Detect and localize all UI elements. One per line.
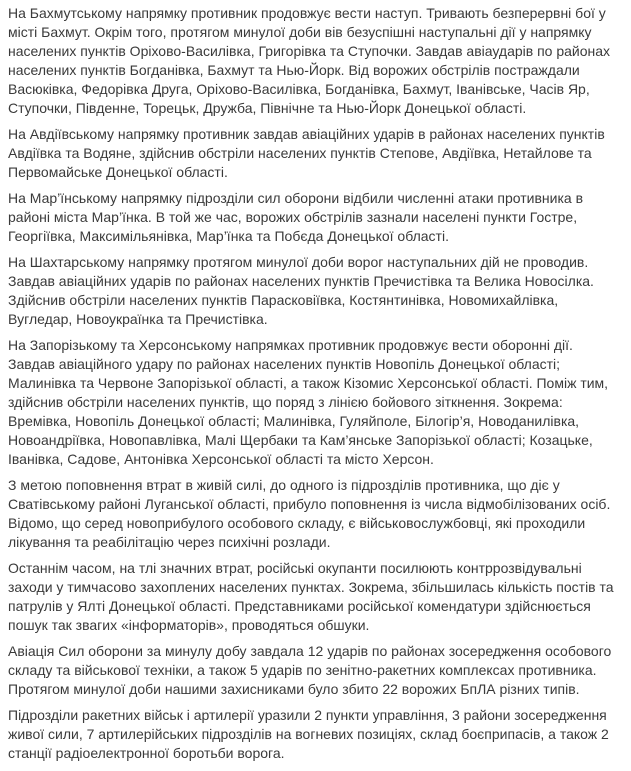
report-paragraph-avdiivka-direction: На Авдіївському напрямку противник завдав авіаційних ударів в районах населених пунктів Авдіївка та Водяне, здійснив обстріли населених пунктів Степове, Авдіївка, Нетайлове та Первомайське Донецької області.	[8, 126, 605, 180]
report-paragraph-counterintelligence: Останнім часом, на тлі значних втрат, російські окупанти посилюють контррозвідувальні заходи у тимчасово захоплених населених пунктах. Зокрема, збільшилась кількість постів та патрулів у Ялті Донецької області. Представниками російської комендатури здійснюється пошук так звагих «інформаторів», проводяться обшуки.	[8, 560, 614, 633]
report-paragraph-aviation-strikes: Авіація Сил оборони за минулу добу завдала 12 ударів по районах зосередження особового складу та військової техніки, а також 5 ударів по зенітно-ракетних комплексах противника. Протягом минулої доби нашими захисниками було збито 22 ворожих БпЛА різних типів.	[8, 643, 612, 697]
report-paragraph-zaporizhzhia-kherson: На Запорізькому та Херсонському напрямках противник продовжує вести оборонні дії. Завдав авіаційного удару по районах населених пунктів Новопіль Донецької області; Малинівка та Червоне Запорізької області, а також Кізомис Херсонської області. Поміж тим, здійснив обстріли населених пунктів, що поряд з лінією бойового зіткнення. Зокрема: Времівка, Новопіль Донецької області; Малинівка, Гуляйполе, Білогір’я, Новоданилівка, Новоандріївка, Новопавлівка, Малі Щербаки та Кам’янське Запорізької області; Козацьке, Іванівка, Садове, Антонівка Херсонської області та місто Херсон.	[8, 337, 609, 467]
report-paragraph-bakhmut-direction: На Бахмутському напрямку противник продовжує вести наступ. Тривають безперервні бої у місті Бахмут. Окрім того, протягом минулої доби вів безуспішні наступальні дії у напрямку населених пунктів Оріхово-Василівка, Григорівка та Ступочки. Завдав авіаударів по районах населених пунктів Богданівка, Бахмут та Нью-Йорк. Від ворожих обстрілів постраждали Васюківка, Федорівка Друга, Оріхово-Василівка, Богданівка, Бахмут, Іванівське, Часів Яр, Ступочки, Південне, Торецьк, Дружба, Північне та Нью-Йорк Донецької області.	[8, 5, 611, 116]
report-paragraph-enemy-reinforcements: З метою поповнення втрат в живій силі, до одного із підрозділів противника, що діє у Сватівському районі Луганської області, прибуло поповнення із числа відмобілізованих осіб. Відомо, що серед новоприбулого особового складу, є військовослужбовці, які проходили лікування та реабілітацію через психічні розлади.	[8, 477, 611, 550]
report-paragraph-marinka-direction: На Мар’їнському напрямку підрозділи сил оборони відбили численні атаки противника в районі міста Мар’їнка. В той же час, ворожих обстрілів зазнали населені пункти Гостре, Георгіївка, Максимільянівка, Мар’їнка та Побєда Донецької області.	[8, 190, 584, 244]
report-paragraph-shakhtarsk-direction: На Шахтарському напрямку протягом минулої доби ворог наступальних дій не проводив. Завдав авіаційних ударів по районах населених пунктів Пречистівка та Велика Новосілка. Здійснив обстріли населених пунктів Парасковіївка, Костянтинівка, Новомихайлівка, Вугледар, Новоукраїнка та Пречистівка.	[8, 254, 594, 327]
report-paragraph-missile-artillery: Підрозділи ракетних військ і артилерії уразили 2 пункти управління, 3 райони зосередження живої сили, 7 артилерійських підрозділів на вогневих позиціях, склад боєприпасів, а також 2 станції радіоелектронної боротьби ворога.	[8, 707, 609, 761]
